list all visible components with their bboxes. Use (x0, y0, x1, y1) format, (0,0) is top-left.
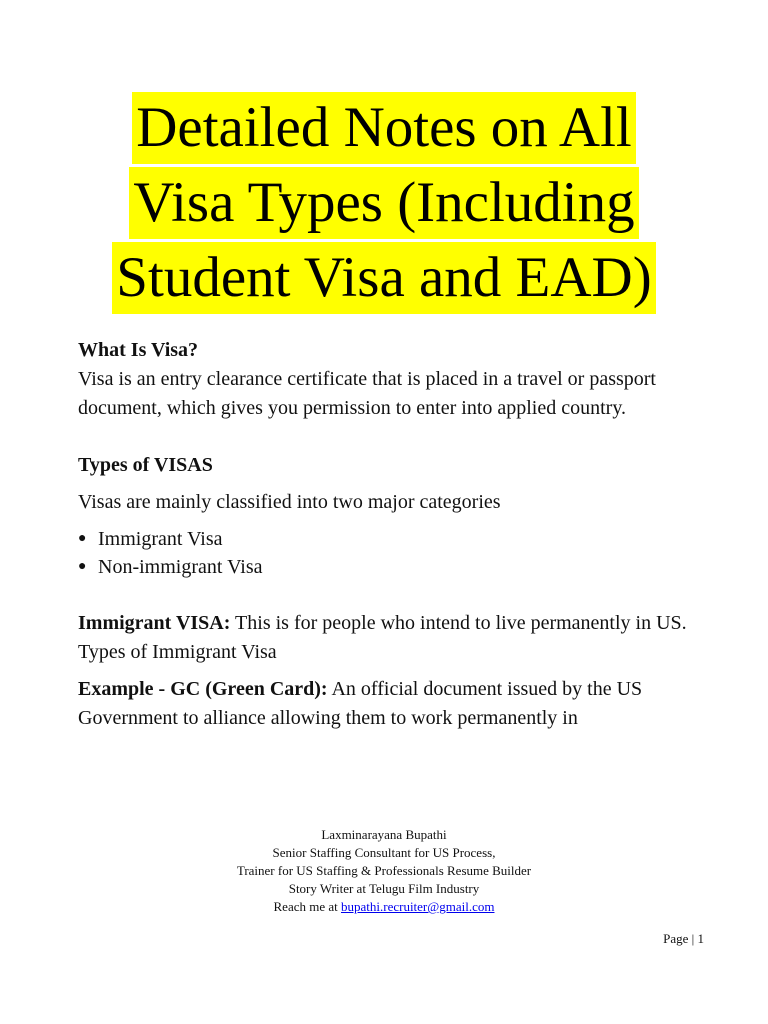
types-of-visas-intro: Visas are mainly classified into two major categories (78, 491, 501, 513)
immigrant-visa-paragraph (78, 609, 718, 638)
list-item-text: Immigrant Visa (98, 528, 223, 550)
page-number: Page | 1 (663, 931, 704, 946)
title-line-1: Detailed Notes on All (132, 92, 636, 164)
bullet-icon: ● (78, 559, 87, 574)
visa-categories-list (78, 525, 718, 581)
bullet-icon: ● (78, 531, 87, 546)
footer-line-2: Trainer for US Staffing & Professionals Resume Builder (236, 863, 532, 878)
footer-reach-prefix: Reach me at (273, 899, 341, 914)
page-footer (0, 826, 768, 916)
document-body (78, 336, 718, 733)
example-text: An official document issued by the US Government to alliance allowing them to work permanently in (78, 678, 643, 729)
footer-line-3: Story Writer at Telugu Film Industry (288, 881, 480, 896)
email-link[interactable]: bupathi.recruiter@gmail.com (341, 899, 495, 914)
immigrant-visa-label: Immigrant VISA: (78, 612, 231, 634)
title-line-3: Student Visa and EAD) (112, 242, 655, 314)
list-item-text: Non-immigrant Visa (98, 556, 263, 578)
list-item (78, 553, 718, 581)
example-paragraph (78, 675, 718, 733)
what-is-visa-body: Visa is an entry clearance certificate that is placed in a travel or passport document, which gives you permission to enter into applied country. (78, 368, 656, 419)
document-title (0, 92, 768, 317)
list-item (78, 525, 718, 553)
footer-contact (0, 898, 768, 916)
footer-name: Laxminarayana Bupathi (321, 827, 447, 842)
title-line-2: Visa Types (Including (129, 167, 638, 239)
what-is-visa-heading: What Is Visa? (78, 339, 199, 361)
example-label: Example - GC (Green Card): (78, 678, 328, 700)
footer-line-1: Senior Staffing Consultant for US Process, (272, 845, 496, 860)
immigrant-visa-text: This is for people who intend to live permanently in US. (230, 612, 687, 634)
types-of-visas-heading: Types of VISAS (78, 454, 213, 476)
immigrant-visa-subline: Types of Immigrant Visa (78, 641, 277, 663)
